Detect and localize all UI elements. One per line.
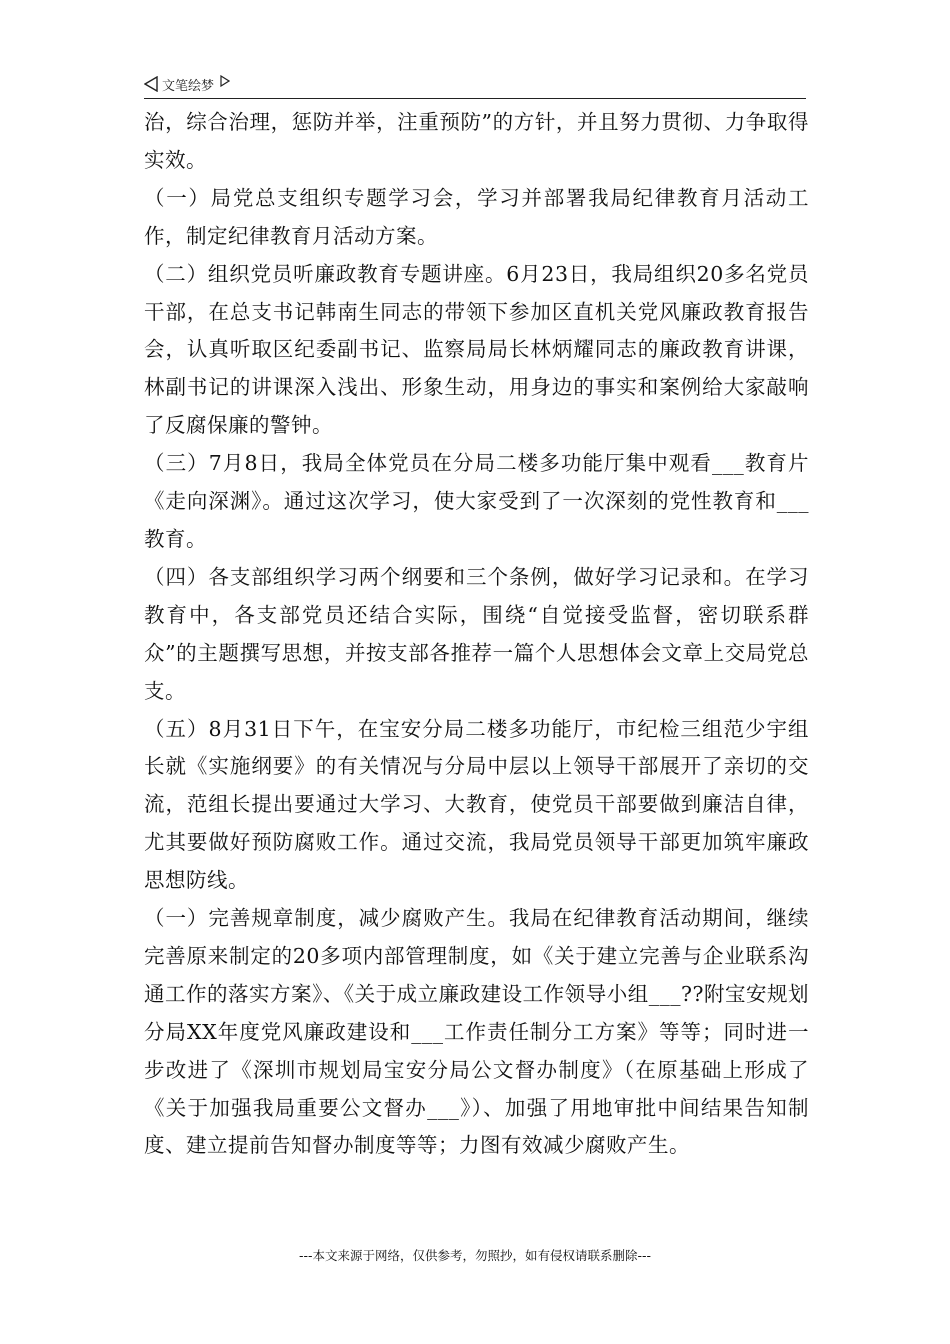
paragraph-item-3: （三）7月8日，我局全体党员在分局二楼多功能厅集中观看___教育片《走向深渊》。通过这次学习，使大家受到了一次深刻的党性教育和___教育。	[144, 451, 809, 551]
brand	[144, 74, 230, 94]
paragraph-item-5: （五）8月31日下午，在宝安分局二楼多功能厅，市纪检三组范少宇组长就《实施纲要》的有关情况与分局中层以上领导干部展开了亲切的交流，范组长提出要通过大学习、大教育，使党员干部要做到廉洁自律，尤其要做好预防腐败工作。通过交流，我局党员领导干部更加筑牢廉政思想防线。	[144, 716, 809, 893]
paragraph-continuation: 治，综合治理，惩防并举，注重预防”的方针，并且努力贯彻、力争取得实效。	[144, 110, 809, 172]
paragraph-item-2: （二）组织党员听廉政教育专题讲座。6月23日，我局组织20多名党员干部，在总支书记韩南生同志的带领下参加区直机关党风廉政教育报告会，认真听取区纪委副书记、监察局局长林炳耀同志的廉政教育讲课，林副书记的讲课深入浅出、形象生动，用身边的事实和案例给大家敲响了反腐保廉的警钟。	[144, 261, 809, 438]
document-body	[144, 104, 809, 1165]
footer-notice: ---本文来源于网络，仅供参考，勿照抄，如有侵权请联系删除---	[298, 1248, 652, 1263]
paragraph-measures-1: （一）完善规章制度，减少腐败产生。我局在纪律教育活动期间，继续完善原来制定的20多项内部管理制度，如《关于建立完善与企业联系沟通工作的落实方案》、《关于成立廉政建设工作领导小组___??附宝安规划分局XX年度党风廉政建设和___工作责任制分工方案》等等；同时进一步改进了《深圳市规划局宝安分局公文督办制度》（在原基础上形成了《关于加强我局重要公文督办___》）、加强了用地审批中间结果告知制度、建立提前告知督办制度等等；力图有效减少腐败产生。	[144, 906, 809, 1158]
triangle-left-icon	[144, 76, 158, 92]
triangle-right-icon	[220, 75, 230, 87]
brand-name: 文笔绘梦	[162, 78, 215, 94]
page-header	[144, 74, 806, 99]
paragraph-item-1: （一）局党总支组织专题学习会，学习并部署我局纪律教育月活动工作，制定纪律教育月活动方案。	[144, 185, 809, 248]
paragraph-item-4: （四）各支部组织学习两个纲要和三个条例，做好学习记录和。在学习教育中，各支部党员还结合实际，围绕“自觉接受监督，密切联系群众”的主题撰写思想，并按支部各推荐一篇个人思想体会文章上交局党总支。	[144, 564, 809, 703]
